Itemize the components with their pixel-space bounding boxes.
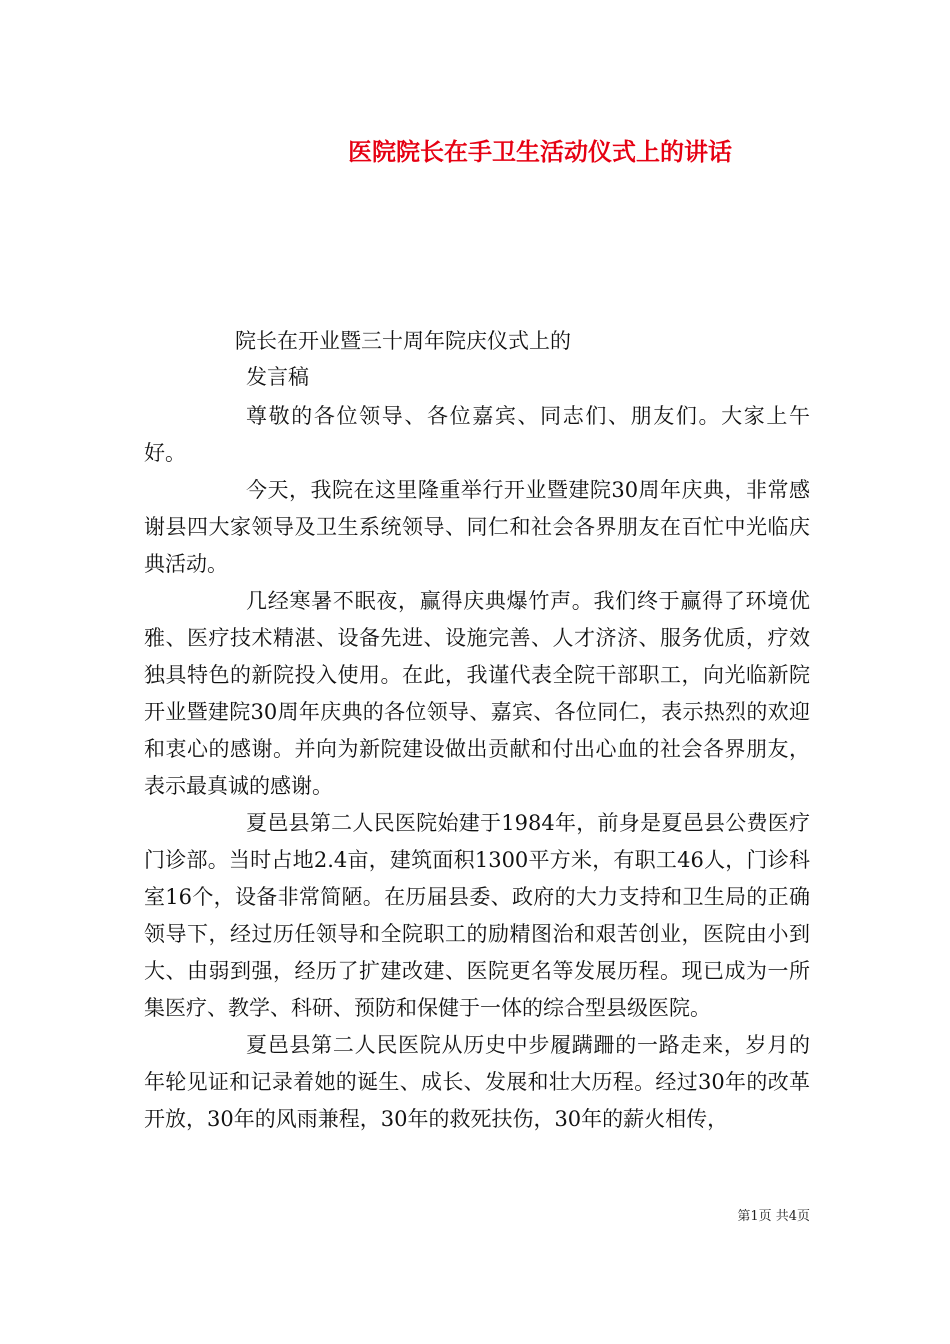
document-title: 医院院长在手卫生活动仪式上的讲话 bbox=[348, 137, 732, 166]
paragraph-new-hospital: 几经寒暑不眠夜，赢得庆典爆竹声。我们终于赢得了环境优雅、医疗技术精湛、设备先进、设施完善、人才济济、服务优质，疗效独具特色的新院投入使用。在此，我谨代表全院干部职工，向光临新院开业暨建院30周年庆典的各位领导、嘉宾、各位同仁，表示热烈的欢迎和衷心的感谢。并向为新院建设做出贡献和付出心血的社会各界朋友，表示最真诚的感谢。 bbox=[144, 589, 810, 798]
subtitle-line-2: 发言稿 bbox=[246, 365, 309, 389]
page-number: 第1页 共4页 bbox=[737, 1209, 810, 1224]
paragraph-journey: 夏邑县第二人民医院从历史中步履蹒跚的一路走来，岁月的年轮见证和记录着她的诞生、成长、发展和壮大历程。经过30年的改革开放，30年的风雨兼程，30年的救死扶伤，30年的薪火相传， bbox=[144, 1033, 810, 1131]
subtitle-line-1: 院长在开业暨三十周年院庆仪式上的 bbox=[235, 329, 571, 353]
paragraph-greeting: 尊敬的各位领导、各位嘉宾、同志们、朋友们。大家上午好。 bbox=[144, 404, 810, 465]
paragraph-history: 夏邑县第二人民医院始建于1984年，前身是夏邑县公费医疗门诊部。当时占地2.4亩，建筑面积1300平方米，有职工46人，门诊科室16个，设备非常简陋。在历届县委、政府的大力支持和卫生局的正确领导下，经过历任领导和全院职工的励精图治和艰苦创业，医院由小到大、由弱到强，经历了扩建改建、医院更名等发展历程。现已成为一所集医疗、教学、科研、预防和保健于一体的综合型县级医院。 bbox=[144, 811, 810, 1020]
document-body bbox=[144, 398, 810, 1138]
paragraph-thanks: 今天，我院在这里隆重举行开业暨建院30周年庆典，非常感谢县四大家领导及卫生系统领导、同仁和社会各界朋友在百忙中光临庆典活动。 bbox=[144, 478, 810, 576]
